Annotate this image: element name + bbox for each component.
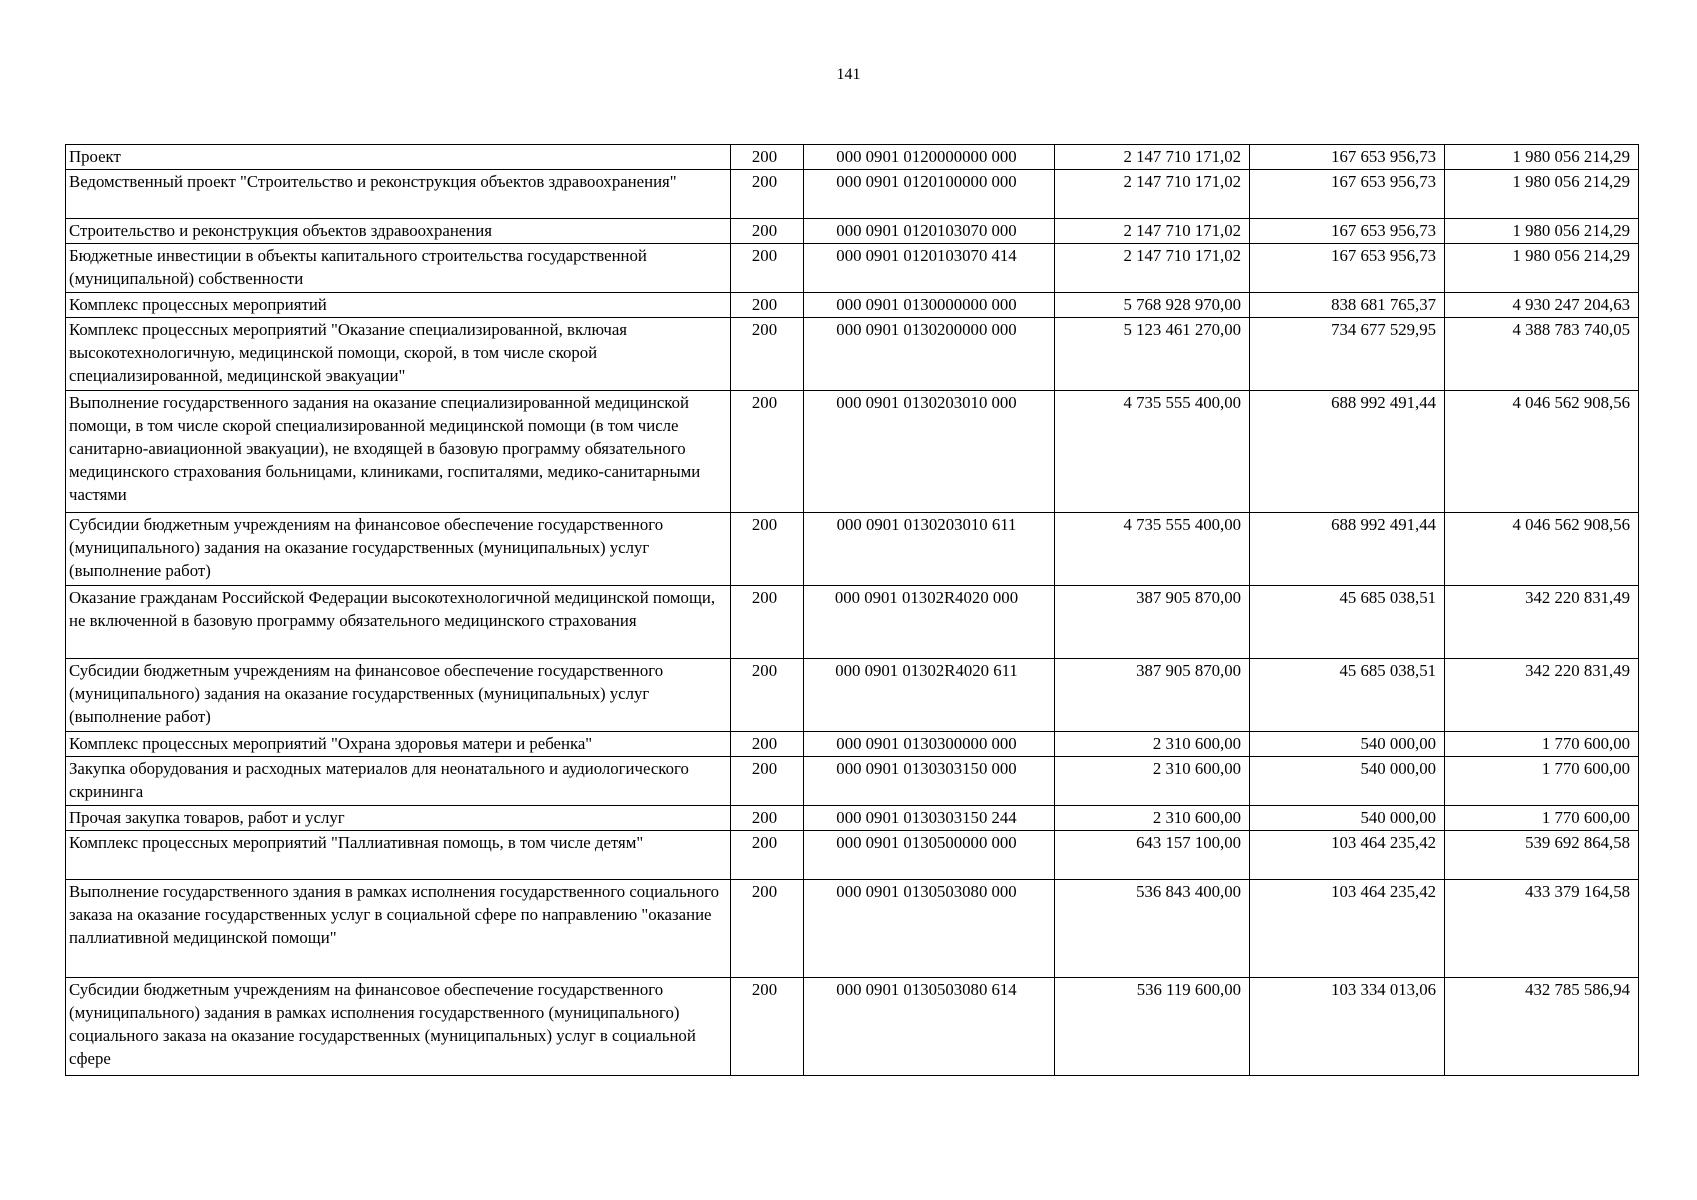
row-kbk: 000 0901 0120000000 000 <box>804 145 1055 170</box>
row-approved: 2 310 600,00 <box>1055 806 1250 831</box>
row-code: 200 <box>731 293 804 318</box>
table-row <box>66 806 1639 831</box>
row-approved: 536 843 400,00 <box>1055 880 1250 978</box>
row-approved: 2 147 710 171,02 <box>1055 219 1250 244</box>
row-executed: 103 334 013,06 <box>1250 978 1445 1076</box>
row-remaining: 1 770 600,00 <box>1445 806 1639 831</box>
table-row <box>66 757 1639 806</box>
row-remaining: 4 930 247 204,63 <box>1445 293 1639 318</box>
row-kbk: 000 0901 0130000000 000 <box>804 293 1055 318</box>
row-executed: 688 992 491,44 <box>1250 391 1445 513</box>
row-name: Оказание гражданам Российской Федерации высокотехнологичной медицинской помощи, не включенной в базовую программу обязательного медицинского страхования <box>66 586 731 659</box>
row-kbk: 000 0901 0130300000 000 <box>804 732 1055 757</box>
row-remaining: 539 692 864,58 <box>1445 831 1639 880</box>
row-remaining: 1 980 056 214,29 <box>1445 244 1639 293</box>
page-number: 141 <box>836 66 861 83</box>
row-name: Комплекс процессных мероприятий "Паллиативная помощь, в том числе детям" <box>66 831 731 880</box>
table-row <box>66 391 1639 513</box>
row-approved: 5 123 461 270,00 <box>1055 318 1250 391</box>
table-row <box>66 513 1639 586</box>
table-row <box>66 170 1639 219</box>
row-name: Комплекс процессных мероприятий "Оказание специализированной, включая высокотехнологичную, медицинской помощи, скорой, в том числе скорой специализированной, медицинской эвакуации" <box>66 318 731 391</box>
row-code: 200 <box>731 219 804 244</box>
row-kbk: 000 0901 0130200000 000 <box>804 318 1055 391</box>
row-remaining: 4 388 783 740,05 <box>1445 318 1639 391</box>
row-name: Выполнение государственного задания на оказание специализированной медицинской помощи, в том числе скорой специализированной медицинской помощи (в том числе санитарно-авиационной эвакуации), не входящей в базовую программу обязательного медицинского страхования больницами, клиниками, госпиталями, медико-санитарными частями <box>66 391 731 513</box>
row-name: Строительство и реконструкция объектов здравоохранения <box>66 219 731 244</box>
row-code: 200 <box>731 732 804 757</box>
row-name: Закупка оборудования и расходных материалов для неонатального и аудиологического скрининга <box>66 757 731 806</box>
row-code: 200 <box>731 170 804 219</box>
row-kbk: 000 0901 0130500000 000 <box>804 831 1055 880</box>
table-row <box>66 145 1639 170</box>
row-code: 200 <box>731 391 804 513</box>
row-approved: 2 310 600,00 <box>1055 757 1250 806</box>
row-kbk: 000 0901 0130203010 000 <box>804 391 1055 513</box>
table-row <box>66 293 1639 318</box>
row-name: Бюджетные инвестиции в объекты капитального строительства государственной (муниципальной) собственности <box>66 244 731 293</box>
row-name: Субсидии бюджетным учреждениям на финансовое обеспечение государственного (муниципального) задания в рамках исполнения государственного (муниципального) социального заказа на оказание государственных (муниципальных) услуг в социальной сфере <box>66 978 731 1076</box>
row-executed: 838 681 765,37 <box>1250 293 1445 318</box>
row-kbk: 000 0901 0130503080 000 <box>804 880 1055 978</box>
row-approved: 2 147 710 171,02 <box>1055 170 1250 219</box>
row-code: 200 <box>731 145 804 170</box>
row-kbk: 000 0901 0130503080 614 <box>804 978 1055 1076</box>
row-executed: 103 464 235,42 <box>1250 880 1445 978</box>
table-row <box>66 659 1639 732</box>
row-approved: 536 119 600,00 <box>1055 978 1250 1076</box>
row-remaining: 1 980 056 214,29 <box>1445 219 1639 244</box>
row-remaining: 4 046 562 908,56 <box>1445 513 1639 586</box>
row-kbk: 000 0901 0130203010 611 <box>804 513 1055 586</box>
row-name: Прочая закупка товаров, работ и услуг <box>66 806 731 831</box>
row-approved: 5 768 928 970,00 <box>1055 293 1250 318</box>
row-code: 200 <box>731 978 804 1076</box>
table-row <box>66 244 1639 293</box>
row-name: Комплекс процессных мероприятий <box>66 293 731 318</box>
row-approved: 643 157 100,00 <box>1055 831 1250 880</box>
table-row <box>66 318 1639 391</box>
row-executed: 103 464 235,42 <box>1250 831 1445 880</box>
row-approved: 4 735 555 400,00 <box>1055 513 1250 586</box>
row-kbk: 000 0901 01302R4020 611 <box>804 659 1055 732</box>
table-row <box>66 732 1639 757</box>
row-approved: 387 905 870,00 <box>1055 586 1250 659</box>
row-code: 200 <box>731 757 804 806</box>
row-code: 200 <box>731 806 804 831</box>
row-code: 200 <box>731 318 804 391</box>
row-executed: 167 653 956,73 <box>1250 219 1445 244</box>
row-executed: 540 000,00 <box>1250 806 1445 831</box>
row-code: 200 <box>731 244 804 293</box>
row-remaining: 342 220 831,49 <box>1445 586 1639 659</box>
budget-execution-table <box>65 144 1639 1076</box>
row-approved: 2 310 600,00 <box>1055 732 1250 757</box>
table-row <box>66 978 1639 1076</box>
row-kbk: 000 0901 01302R4020 000 <box>804 586 1055 659</box>
row-kbk: 000 0901 0120103070 000 <box>804 219 1055 244</box>
row-executed: 167 653 956,73 <box>1250 145 1445 170</box>
row-kbk: 000 0901 0130303150 244 <box>804 806 1055 831</box>
table-row <box>66 219 1639 244</box>
row-code: 200 <box>731 659 804 732</box>
table-row <box>66 880 1639 978</box>
row-executed: 734 677 529,95 <box>1250 318 1445 391</box>
row-approved: 2 147 710 171,02 <box>1055 145 1250 170</box>
row-remaining: 1 770 600,00 <box>1445 732 1639 757</box>
row-executed: 540 000,00 <box>1250 757 1445 806</box>
row-code: 200 <box>731 586 804 659</box>
row-name: Субсидии бюджетным учреждениям на финансовое обеспечение государственного (муниципального) задания на оказание государственных (муниципальных) услуг (выполнение работ) <box>66 659 731 732</box>
row-code: 200 <box>731 513 804 586</box>
row-kbk: 000 0901 0120103070 414 <box>804 244 1055 293</box>
table-row <box>66 831 1639 880</box>
row-remaining: 432 785 586,94 <box>1445 978 1639 1076</box>
row-kbk: 000 0901 0120100000 000 <box>804 170 1055 219</box>
row-executed: 688 992 491,44 <box>1250 513 1445 586</box>
row-remaining: 1 770 600,00 <box>1445 757 1639 806</box>
row-executed: 45 685 038,51 <box>1250 586 1445 659</box>
row-executed: 167 653 956,73 <box>1250 244 1445 293</box>
row-executed: 45 685 038,51 <box>1250 659 1445 732</box>
row-code: 200 <box>731 880 804 978</box>
row-name: Субсидии бюджетным учреждениям на финансовое обеспечение государственного (муниципального) задания на оказание государственных (муниципальных) услуг (выполнение работ) <box>66 513 731 586</box>
row-remaining: 433 379 164,58 <box>1445 880 1639 978</box>
row-remaining: 1 980 056 214,29 <box>1445 170 1639 219</box>
row-name: Проект <box>66 145 731 170</box>
row-name: Комплекс процессных мероприятий "Охрана здоровья матери и ребенка" <box>66 732 731 757</box>
row-approved: 387 905 870,00 <box>1055 659 1250 732</box>
row-approved: 2 147 710 171,02 <box>1055 244 1250 293</box>
row-code: 200 <box>731 831 804 880</box>
row-name: Выполнение государственного здания в рамках исполнения государственного социального заказа на оказание государственных услуг в социальной сфере по направлению "оказание паллиативной медицинской помощи" <box>66 880 731 978</box>
row-kbk: 000 0901 0130303150 000 <box>804 757 1055 806</box>
row-remaining: 1 980 056 214,29 <box>1445 145 1639 170</box>
row-executed: 540 000,00 <box>1250 732 1445 757</box>
row-approved: 4 735 555 400,00 <box>1055 391 1250 513</box>
row-name: Ведомственный проект "Строительство и реконструкция объектов здравоохранения" <box>66 170 731 219</box>
table-row <box>66 586 1639 659</box>
row-remaining: 342 220 831,49 <box>1445 659 1639 732</box>
row-executed: 167 653 956,73 <box>1250 170 1445 219</box>
row-remaining: 4 046 562 908,56 <box>1445 391 1639 513</box>
